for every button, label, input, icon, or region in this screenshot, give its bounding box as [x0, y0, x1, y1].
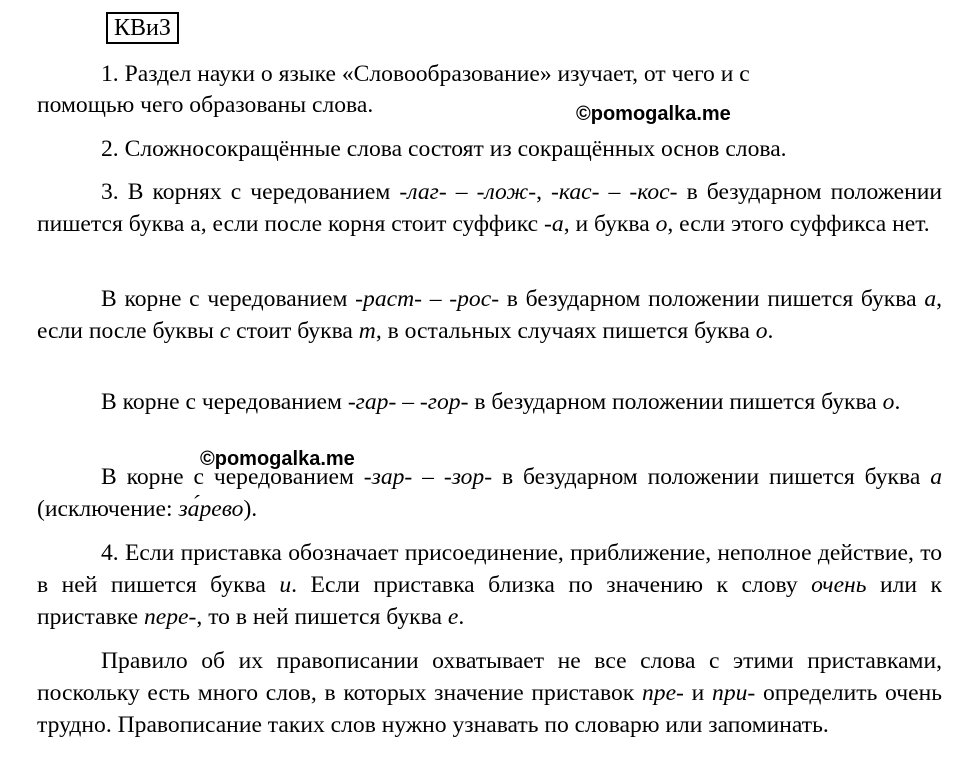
watermark: ©pomogalka.me — [576, 103, 731, 125]
paragraph-4: В корне с чередованием -раст- – -рос- в безударном положении пишется буква а, если после буквы с стоит буква т, в остальных случаях пишется буква о. — [37, 286, 943, 344]
paragraph-1-line-1: 1. Раздел науки о языке «Словообразование» изучает, от чего и с — [101, 61, 750, 87]
paragraph-5: В корне с чередованием -гар- – -гор- в безударном положении пишется буква о. — [101, 389, 901, 415]
paragraph-1-line-2: помощью чего образованы слова. — [37, 92, 374, 118]
paragraph-6: В корне с чередованием -зар- – -зор- в безударном положении пишется буква а (исключение: за́рево). — [37, 464, 943, 522]
paragraph-7: 4. Если приставка обозначает присоединение, приближение, неполное действие, то в ней пишется буква и. Если приставка близка по значению к слову очень или к приставке пере-, то в ней пишется буква е. — [37, 540, 942, 630]
watermark: ©pomogalka.me — [200, 448, 355, 470]
paragraph-3: 3. В корнях с чередованием -лаг- – -лож-, -кас- – -кос- в безударном положении пишется буква а, если после корня стоит суффикс -а, и буква о, если этого суффикса нет. — [37, 179, 943, 237]
paragraph-8: Правило об их правописании охватывает не все слова с этими приставками, поскольку есть много слов, в которых значение приставок пре- и при- определить очень трудно. Правописание таких слов нужно узнавать по словарю или запоминать. — [37, 648, 942, 738]
section-badge: КВиЗ — [106, 12, 179, 44]
paragraph-2: 2. Сложносокращённые слова состоят из сокращённых основ слова. — [101, 136, 787, 162]
